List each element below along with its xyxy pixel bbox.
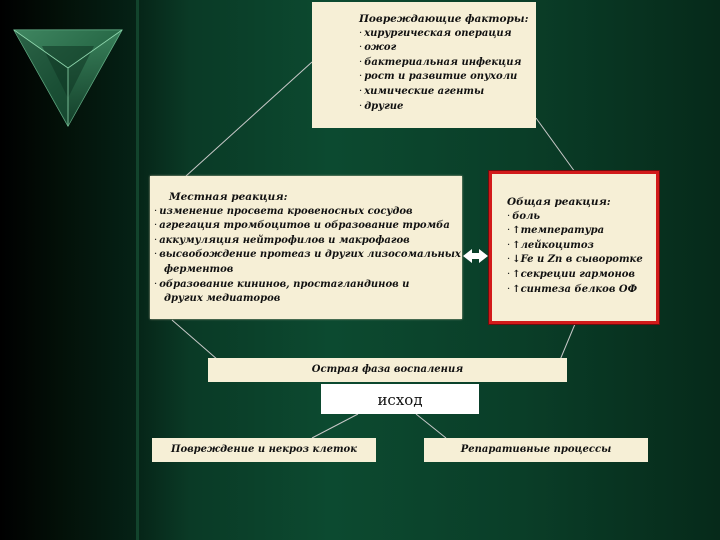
connector-outcome-left [312,414,358,438]
damaging-factors-box [312,2,536,128]
connector-outcome-right [416,414,446,438]
factor-item: · рост и развитие опухоли [359,71,518,83]
factor-item: · ожог [359,42,397,54]
general-item: · ↑температура [507,225,605,237]
general-reaction-heading: Общая реакция: [507,196,611,208]
local-item-continuation: ферментов [164,263,234,275]
connector-local-bottom [172,320,218,360]
local-item: · аккумуляция нейтрофилов и макрофагов [154,234,410,246]
local-item: · образование кининов, простагландинов и [154,278,410,290]
factor-item: · бактериальная инфекция [359,56,522,68]
acute-phase-box: Острая фаза воспаления [208,358,567,382]
local-item: · изменение просвета кровеносных сосудов [154,205,413,217]
connector-factors-left [186,62,312,176]
general-item: · боль [507,210,540,222]
general-item: · ↑секреции гармонов [507,268,635,280]
local-reaction-heading: Местная реакция: [169,191,288,203]
local-item: · агрегация тромбоцитов и образование тромба [154,220,450,232]
connector-factors-right [536,118,575,172]
double-arrow-icon [463,249,488,263]
damaging-factors-heading: Повреждающие факторы: [359,13,529,25]
damage-necrosis-box: Повреждение и некроз клеток [152,438,376,462]
outcome-box: исход [321,384,479,414]
local-item: · высвобождение протеаз и других лизосомальных [154,249,461,261]
local-item-continuation: других медиаторов [164,293,281,305]
factor-item: · другие [359,100,404,112]
factor-item: · химические агенты [359,85,485,97]
general-item: · ↓Fe и Zn в сыворотке [507,254,643,266]
general-reaction-box [495,177,653,318]
reparative-processes-box: Репаративные процессы [424,438,648,462]
general-item: · ↑синтеза белков ОФ [507,283,638,295]
local-reaction-box [150,176,462,319]
general-item: · ↑лейкоцитоз [507,239,594,251]
factor-item: · хирургическая операция [359,27,512,39]
connector-general-bottom [560,324,575,360]
